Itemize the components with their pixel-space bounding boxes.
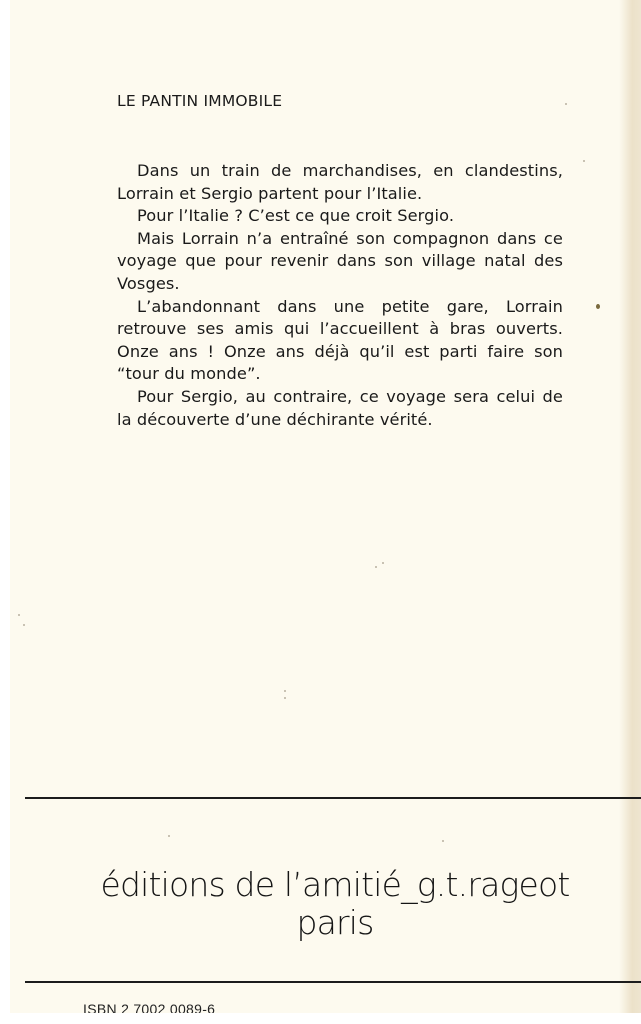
blurb-text: [117, 160, 563, 431]
scan-speck: [382, 562, 384, 564]
blurb-paragraph: Pour l’Italie ? C’est ce que croit Sergio.: [137, 206, 455, 226]
isbn-number: ISBN 2 7002 0089-6: [83, 1001, 216, 1013]
blurb-paragraph: Pour Sergio, au contraire, ce voyage sera celui de la découverte d’une déchirante vérité.: [117, 386, 563, 429]
scan-speck: [375, 566, 377, 568]
divider-top: [25, 797, 641, 799]
publisher-city: paris: [296, 903, 374, 942]
blurb-paragraph: L’abandonnant dans une petite gare, Lorrain retrouve ses amis qui l’accueillent à bras ouverts. Onze ans ! Onze ans déjà qu’il est parti faire son “tour du monde”.: [117, 296, 563, 384]
scan-speck: [565, 103, 567, 105]
publisher-imprint: [10, 866, 641, 942]
scan-speck: [284, 697, 286, 699]
blurb-paragraph: Mais Lorrain n’a entraîné son compagnon dans ce voyage que pour revenir dans son village natal des Vosges.: [117, 228, 563, 293]
scan-speck: [284, 690, 286, 692]
divider-bottom: [25, 981, 641, 983]
scan-speck: [18, 614, 20, 616]
publisher-name: éditions de l’amitié_g.t.rageot: [100, 865, 570, 904]
scan-speck: [442, 840, 444, 842]
page-edge-stain: [619, 0, 641, 1013]
book-back-cover: [10, 0, 641, 1013]
scan-speck: [23, 624, 25, 626]
blurb-paragraph: Dans un train de marchandises, en clandestins, Lorrain et Sergio partent pour l’Italie.: [117, 161, 563, 203]
book-title: LE PANTIN IMMOBILE: [117, 92, 283, 110]
scan-speck: [583, 160, 585, 162]
scan-speck: [168, 835, 170, 837]
scan-speck: [596, 304, 600, 309]
